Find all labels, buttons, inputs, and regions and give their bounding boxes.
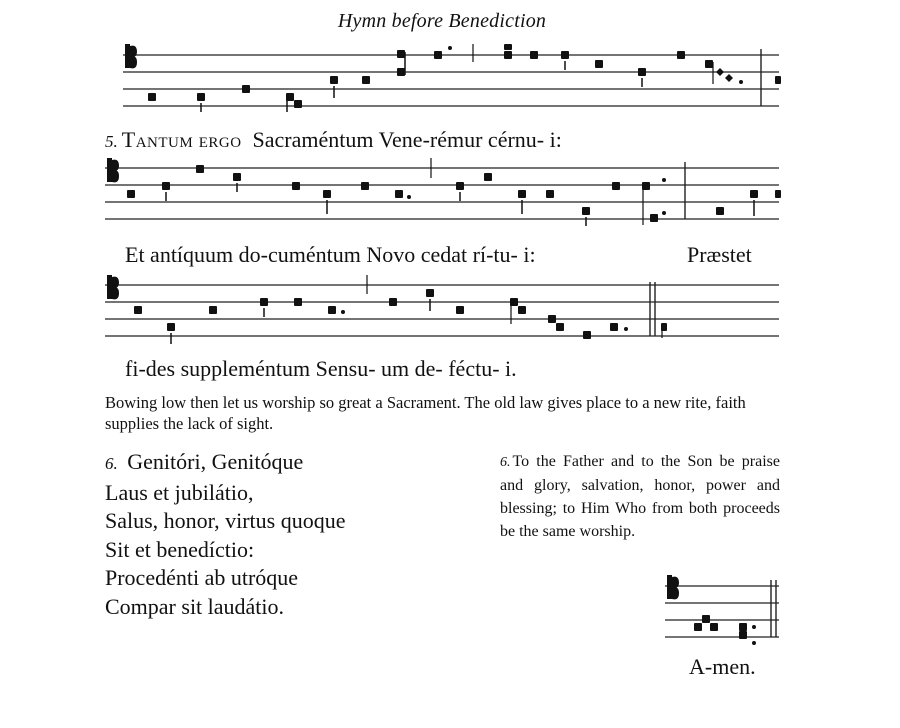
neumes-staff-1: [148, 44, 781, 112]
verse-6-line: Genitóri, Genitóque: [127, 449, 304, 474]
translation-verse-5: Bowing low then let us worship so great a Sacrament. The old law gives place to a new rite, faith supplies the lack of sight.: [105, 393, 746, 433]
lyric-line-2-end: [687, 242, 752, 268]
lyric-line-1: [105, 127, 562, 155]
verse-6-line: Laus et jubilátio,: [105, 479, 254, 505]
verse-6-line: Sit et benedíctio:: [105, 536, 255, 562]
lyric-line-3: [125, 356, 517, 382]
do-clef: [125, 44, 137, 68]
staff-3: [105, 275, 779, 344]
hymn-title: Hymn before Benediction: [337, 10, 547, 32]
lyric-text: Sacraméntum Vene-rémur cérnu- i:: [252, 127, 562, 152]
staff-amen: [665, 575, 779, 645]
verse-6-line: Compar sit laudátio.: [105, 593, 285, 619]
lyric-text: Præstet: [687, 242, 752, 267]
do-clef: [667, 575, 679, 599]
lyric-incipit: Tantum: [121, 127, 194, 152]
do-clef: [107, 158, 119, 182]
staff-1: [123, 44, 781, 112]
staff-2: [105, 158, 781, 226]
verse-number-6: 6.: [105, 454, 118, 473]
translation-number-6: 6.: [500, 455, 511, 470]
verse-number-5: 5.: [105, 132, 118, 151]
verse-6-line: Procedénti ab utróque: [105, 565, 299, 590]
do-clef: [107, 275, 119, 299]
translation-verse-6: [500, 450, 780, 543]
translation-text: To the Father and to the Son be praise and glory, salvation, honor, power and blessing; to Him Who from both proceeds be the same worship.: [500, 453, 780, 540]
neumes-amen: [694, 580, 776, 645]
lyric-text: fi-des suppleméntum Sensu- um de- féctu- i.: [125, 356, 517, 381]
lyric-line-2: [125, 242, 536, 268]
lyric-incipit-2: ergo: [198, 127, 242, 152]
lyric-text: Et antíquum do-cuméntum Novo cedat rí-tu- i:: [125, 242, 536, 267]
amen-lyric: A-men.: [689, 654, 756, 679]
verse-6-line: Salus, honor, virtus quoque: [105, 508, 346, 533]
verse-6-latin: [105, 448, 346, 621]
